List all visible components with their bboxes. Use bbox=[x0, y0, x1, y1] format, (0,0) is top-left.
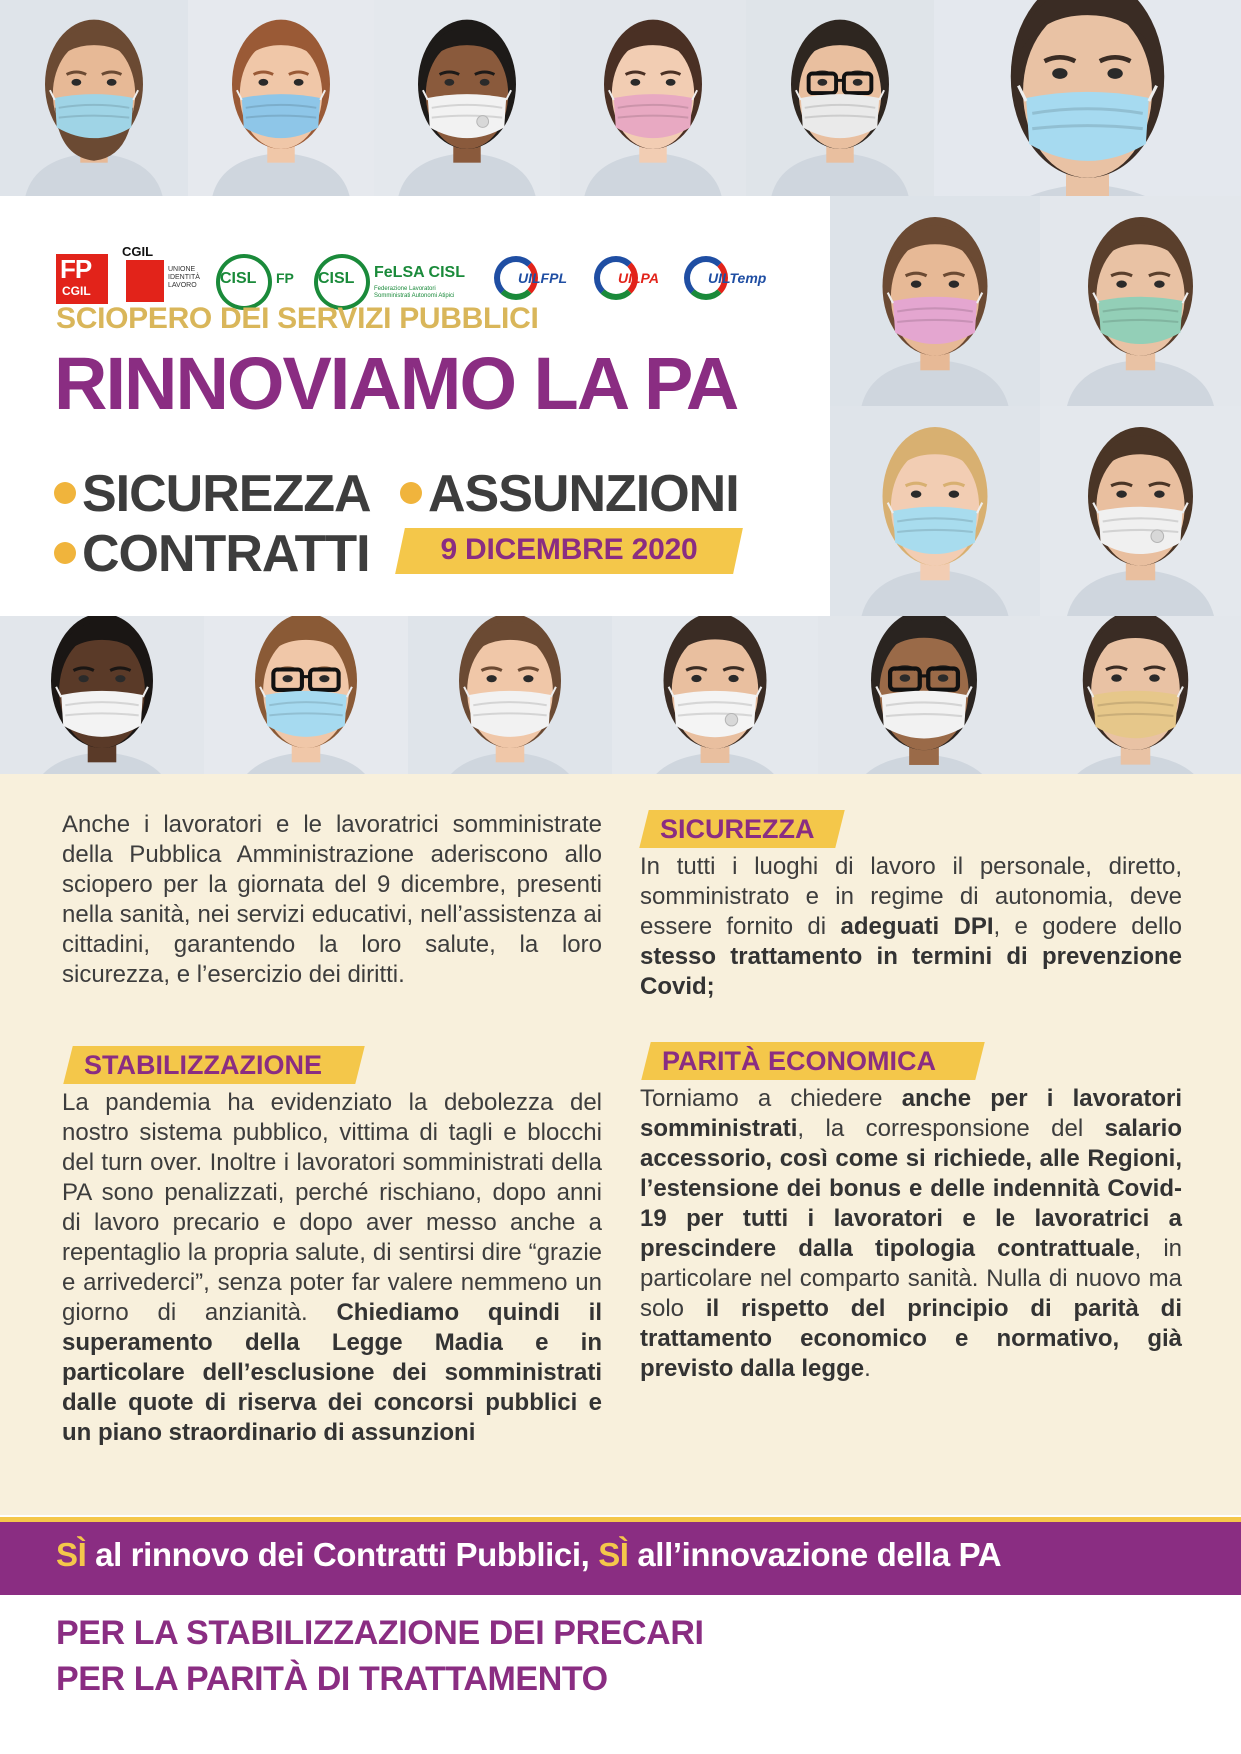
fp-cgil-logo-line2: CGIL bbox=[62, 284, 91, 298]
strike-date: 9 DICEMBRE 2020 bbox=[440, 533, 698, 566]
portrait-photo bbox=[830, 406, 1040, 616]
section-heading-sicurezza bbox=[644, 810, 840, 848]
portrait-photo bbox=[0, 0, 188, 196]
uiltemp-logo bbox=[684, 248, 794, 308]
stabilizzazione-demand: Chiediamo quindi il superamento della Legge Madia e in particolare dell’esclusione dei somministrati dalle quote di riserva dei concorsi pubblici e un piano straordinario di assunzioni bbox=[62, 1299, 603, 1446]
portrait-photo bbox=[204, 616, 408, 774]
fp-cgil-logo bbox=[56, 254, 108, 304]
sicurezza-bold-2: stesso trattamento in termini di prevenzione Covid; bbox=[640, 943, 1182, 1000]
section-title-sicurezza: SICUREZZA bbox=[660, 814, 815, 844]
slogan-si-2: SÌ bbox=[598, 1536, 629, 1573]
felsa-cisl-logo-name: FeLSA CISL bbox=[374, 264, 465, 281]
portrait-photo bbox=[1040, 406, 1241, 616]
felsa-cisl-logo bbox=[310, 250, 480, 310]
parita-bold-3: il rispetto del principio di parità di trattamento economico e normativo, già previsto dalla legge bbox=[640, 1295, 1182, 1382]
parita-paragraph bbox=[640, 1084, 1182, 1384]
section-title-stabilizzazione: STABILIZZAZIONE bbox=[84, 1050, 322, 1080]
felsa-cisl-logo-tagline: Federazione Lavoratori Somministrati Autonomi Atipici bbox=[374, 286, 455, 299]
portrait-photo bbox=[374, 0, 560, 196]
intro-paragraph: Anche i lavoratori e le lavoratrici somministrate della Pubblica Amministrazione aderiscono allo sciopero per la giornata del 9 dicembre, presenti nella sanità, nei servizi educativi, nell’assistenza ai cittadini, garantendo la loro salute, la loro sicurezza, e l’esercizio dei diritti. bbox=[62, 811, 602, 988]
portrait-photo bbox=[0, 616, 204, 774]
bullet-sicurezza bbox=[54, 466, 371, 522]
sicurezza-bold-1: adeguati DPI bbox=[840, 913, 994, 940]
bullet-contratti-label: CONTRATTI bbox=[82, 525, 370, 583]
cisl-fp-logo bbox=[212, 250, 304, 310]
slogan-part-a: al rinnovo dei Contratti Pubblici, bbox=[86, 1536, 599, 1573]
footer-line-parita: PER LA PARITÀ DI TRATTAMENTO bbox=[56, 1660, 608, 1698]
uilfpl-logo bbox=[494, 248, 594, 308]
portrait-photo bbox=[1030, 616, 1241, 774]
parita-text-2: , la corresponsione del bbox=[797, 1115, 1105, 1142]
sicurezza-text-1: In tutti i luoghi di lavoro il personale, diretto, somministrato e in regime di autonomia, deve essere fornito di bbox=[640, 853, 1182, 940]
portrait-photo bbox=[408, 616, 612, 774]
portrait-photo bbox=[188, 0, 374, 196]
bullet-sicurezza-label: SICUREZZA bbox=[82, 465, 371, 523]
uilpa-logo bbox=[594, 248, 680, 308]
slogan-part-b: all’innovazione della PA bbox=[628, 1536, 1002, 1573]
parita-text-1: Torniamo a chiedere bbox=[640, 1085, 902, 1112]
uilpa-logo-name: UILPA bbox=[618, 270, 659, 286]
slogan bbox=[56, 1536, 1001, 1574]
stabilizzazione-text: La pandemia ha evidenziato la debolezza del nostro sistema pubblico, vittima di tagli e blocchi del turn over. Inoltre i lavoratori somministrati della PA sono penalizzati, perché rischiano, dopo anni di lavoro precario e dopo aver messo anche a repentaglio la propria salute, di sentirsi dire “grazie e arrivederci”, senza poter far valere nemmeno un giorno di anzianità. bbox=[62, 1089, 602, 1326]
strike-kicker: SCIOPERO DEI SERVIZI PUBBLICI bbox=[56, 302, 539, 335]
page-title: RINNOVIAMO LA PA bbox=[54, 342, 738, 425]
cisl-fp-logo-suffix: FP bbox=[276, 270, 294, 286]
bullet-contratti bbox=[54, 526, 370, 582]
parita-bold-2: salario accessorio, così come si richiede, alle Regioni, l’estensione dei bonus e delle indennità Covid-19 per tutti i lavoratori e le lavoratrici a prescindere dalla tipologia contrattuale bbox=[640, 1115, 1182, 1262]
parita-text-3: , in particolare nel comparto sanità. Nulla di nuovo ma solo bbox=[640, 1235, 1182, 1322]
section-title-parita: PARITÀ ECONOMICA bbox=[662, 1046, 936, 1076]
slogan-si-1: SÌ bbox=[56, 1536, 87, 1573]
slogan-bar bbox=[0, 1517, 1241, 1595]
uiltemp-logo-name: UILTemp bbox=[708, 270, 767, 286]
uilfpl-logo-name: UILFPL bbox=[518, 270, 567, 286]
section-heading-stabilizzazione bbox=[68, 1046, 360, 1084]
stabilizzazione-paragraph bbox=[62, 1088, 602, 1448]
footer-line-stabilizzazione: PER LA STABILIZZAZIONE DEI PRECARI bbox=[56, 1614, 704, 1652]
cgil-logo bbox=[122, 244, 202, 310]
felsa-cisl-logo-mark: CISL bbox=[318, 270, 355, 287]
sicurezza-text-2: , e godere dello bbox=[993, 913, 1183, 940]
portrait-photo bbox=[934, 0, 1241, 196]
fp-cgil-logo-line1: FP bbox=[60, 254, 92, 284]
portrait-photo bbox=[1040, 196, 1241, 406]
sicurezza-paragraph bbox=[640, 852, 1182, 1002]
bullet-assunzioni-label: ASSUNZIONI bbox=[428, 465, 739, 523]
bullet-dot-icon bbox=[54, 482, 76, 504]
bullet-dot-icon bbox=[400, 482, 422, 504]
cgil-logo-tagline: UNIONE IDENTITÀ LAVORO bbox=[168, 266, 200, 289]
cisl-fp-logo-name: CISL bbox=[220, 270, 257, 287]
portrait-photo bbox=[612, 616, 818, 774]
bullet-assunzioni bbox=[400, 466, 739, 522]
parita-text-4: . bbox=[864, 1355, 871, 1382]
cgil-logo-name: CGIL bbox=[122, 244, 154, 259]
parita-bold-1: anche per i lavoratori somministrati bbox=[640, 1085, 1182, 1142]
bullet-dot-icon bbox=[54, 542, 76, 564]
portrait-photo bbox=[818, 616, 1030, 774]
cgil-flag-icon bbox=[126, 260, 164, 302]
portrait-photo bbox=[746, 0, 934, 196]
portrait-photo bbox=[560, 0, 746, 196]
section-heading-parita bbox=[646, 1042, 980, 1080]
portrait-photo bbox=[830, 196, 1040, 406]
